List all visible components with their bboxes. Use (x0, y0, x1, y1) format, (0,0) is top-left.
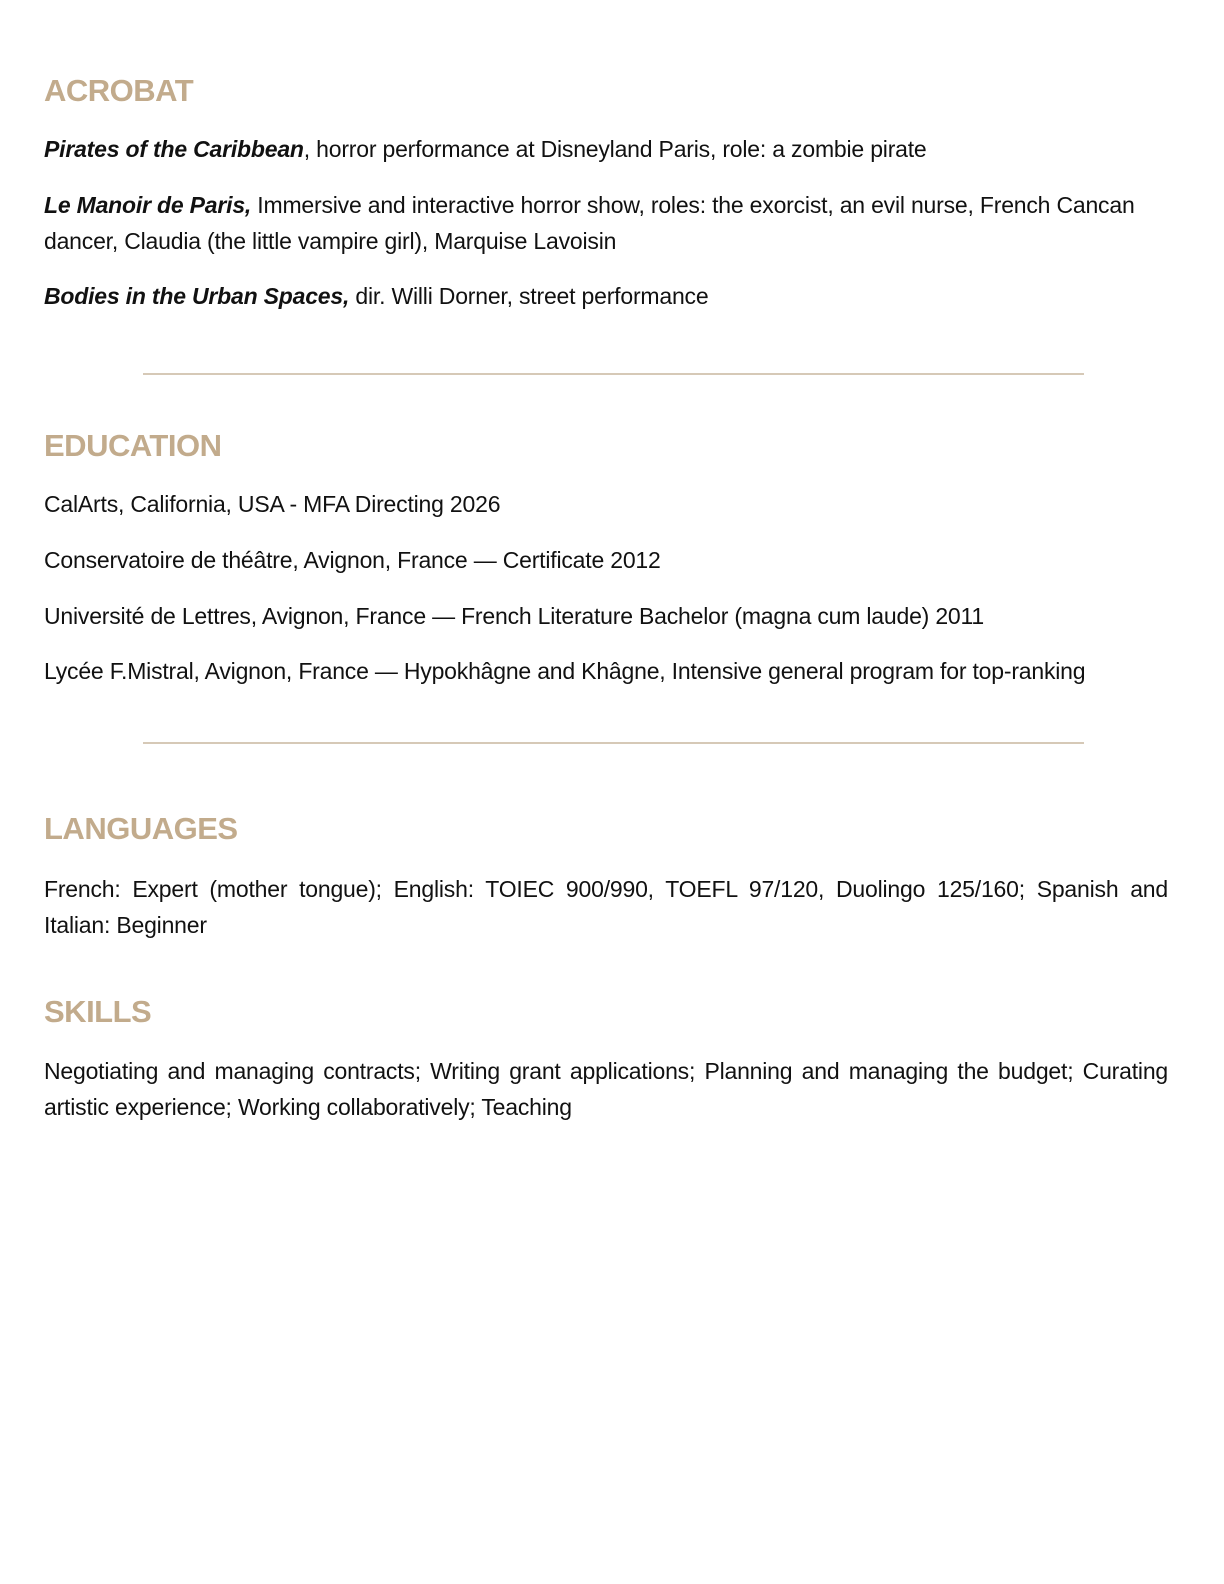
acrobat-entry (44, 187, 1168, 259)
education-heading: EDUCATION (44, 428, 222, 463)
acrobat-entry-text: dir. Willi Dorner, street performance (349, 283, 709, 309)
section-divider (143, 373, 1084, 375)
languages-heading: LANGUAGES (44, 811, 238, 846)
section-divider (143, 742, 1084, 744)
skills-text: Negotiating and managing contracts; Writing grant applications; Planning and managing the budget; Curating artistic experience; Working collaboratively; Teaching (44, 1058, 1168, 1120)
acrobat-entry-text: Immersive and interactive horror show, roles: the exorcist, an evil nurse, French Cancan dancer, Claudia (the little vampire girl), Marquise Lavoisin (44, 192, 1135, 254)
education-entry: CalArts, California, USA - MFA Directing 2026 (44, 491, 501, 517)
acrobat-heading: ACROBAT (44, 73, 194, 108)
acrobat-entry (44, 131, 1168, 167)
skills-heading: SKILLS (44, 994, 152, 1029)
languages-text: French: Expert (mother tongue); English: TOIEC 900/990, TOEFL 97/120, Duolingo 125/160; Spanish and Italian: Beginner (44, 876, 1168, 938)
education-entry: Université de Lettres, Avignon, France — French Literature Bachelor (magna cum laude) 2011 (44, 603, 984, 629)
acrobat-entry-text: , horror performance at Disneyland Paris, role: a zombie pirate (303, 136, 927, 162)
acrobat-entry-title: Pirates of the Caribbean (44, 136, 304, 162)
acrobat-entry-title: Bodies in the Urban Spaces, (44, 283, 350, 309)
acrobat-entry-title: Le Manoir de Paris, (44, 192, 252, 218)
acrobat-entry (44, 278, 1168, 314)
education-entry: Lycée F.Mistral, Avignon, France — Hypokhâgne and Khâgne, Intensive general program for top-ranking (44, 658, 1086, 684)
education-entry: Conservatoire de théâtre, Avignon, France — Certificate 2012 (44, 547, 661, 573)
